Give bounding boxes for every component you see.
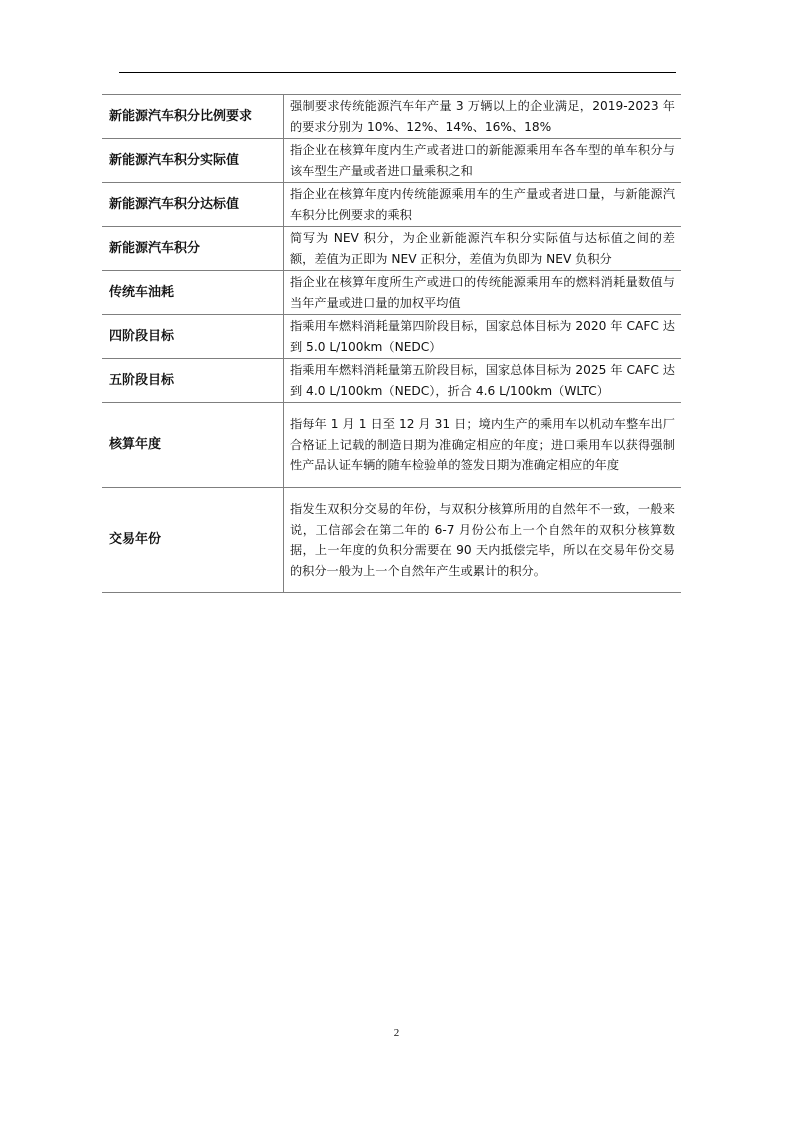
header-rule xyxy=(119,72,676,73)
term-cell: 四阶段目标 xyxy=(102,315,284,359)
term-cell: 新能源汽车积分比例要求 xyxy=(102,95,284,139)
term-cell: 五阶段目标 xyxy=(102,359,284,403)
definition-cell: 指企业在核算年度内生产或者进口的新能源乘用车各车型的单车积分与该车型生产量或者进口量乘积之和 xyxy=(284,139,682,183)
table-row xyxy=(102,139,681,183)
definition-cell: 简写为 NEV 积分，为企业新能源汽车积分实际值与达标值之间的差额，差值为正即为 NEV 正积分，差值为负即为 NEV 负积分 xyxy=(284,227,682,271)
term-cell: 核算年度 xyxy=(102,403,284,488)
table-row xyxy=(102,359,681,403)
definition-cell: 指乘用车燃料消耗量第五阶段目标，国家总体目标为 2025 年 CAFC 达到 4.0 L/100km（NEDC），折合 4.6 L/100km（WLTC） xyxy=(284,359,682,403)
page-number: 2 xyxy=(393,1027,400,1039)
term-cell: 新能源汽车积分达标值 xyxy=(102,183,284,227)
term-cell: 新能源汽车积分实际值 xyxy=(102,139,284,183)
term-cell: 新能源汽车积分 xyxy=(102,227,284,271)
table-row xyxy=(102,403,681,488)
glossary-table xyxy=(102,94,681,593)
definition-cell: 强制要求传统能源汽车年产量 3 万辆以上的企业满足，2019-2023 年的要求分别为 10%、12%、14%、16%、18% xyxy=(284,95,682,139)
definition-cell: 指每年 1 月 1 日至 12 月 31 日；境内生产的乘用车以机动车整车出厂合格证上记载的制造日期为准确定相应的年度；进口乘用车以获得强制性产品认证车辆的随车检验单的签发日期为准确定相应的年度 xyxy=(284,403,682,488)
term-cell: 传统车油耗 xyxy=(102,271,284,315)
definition-cell: 指发生双积分交易的年份，与双积分核算所用的自然年不一致，一般来说，工信部会在第二年的 6-7 月份公布上一个自然年的双积分核算数据，上一年度的负积分需要在 90 天内抵偿完毕，所以在交易年份交易的积分一般为上一个自然年产生或累计的积分。 xyxy=(284,488,682,593)
table-row xyxy=(102,227,681,271)
table-row xyxy=(102,488,681,593)
definition-cell: 指企业在核算年度所生产或进口的传统能源乘用车的燃料消耗量数值与当年产量或进口量的加权平均值 xyxy=(284,271,682,315)
table-row xyxy=(102,271,681,315)
definition-cell: 指企业在核算年度内传统能源乘用车的生产量或者进口量，与新能源汽车积分比例要求的乘积 xyxy=(284,183,682,227)
definition-cell: 指乘用车燃料消耗量第四阶段目标，国家总体目标为 2020 年 CAFC 达到 5.0 L/100km（NEDC） xyxy=(284,315,682,359)
table-row xyxy=(102,95,681,139)
table-row xyxy=(102,183,681,227)
table-row xyxy=(102,315,681,359)
term-cell: 交易年份 xyxy=(102,488,284,593)
